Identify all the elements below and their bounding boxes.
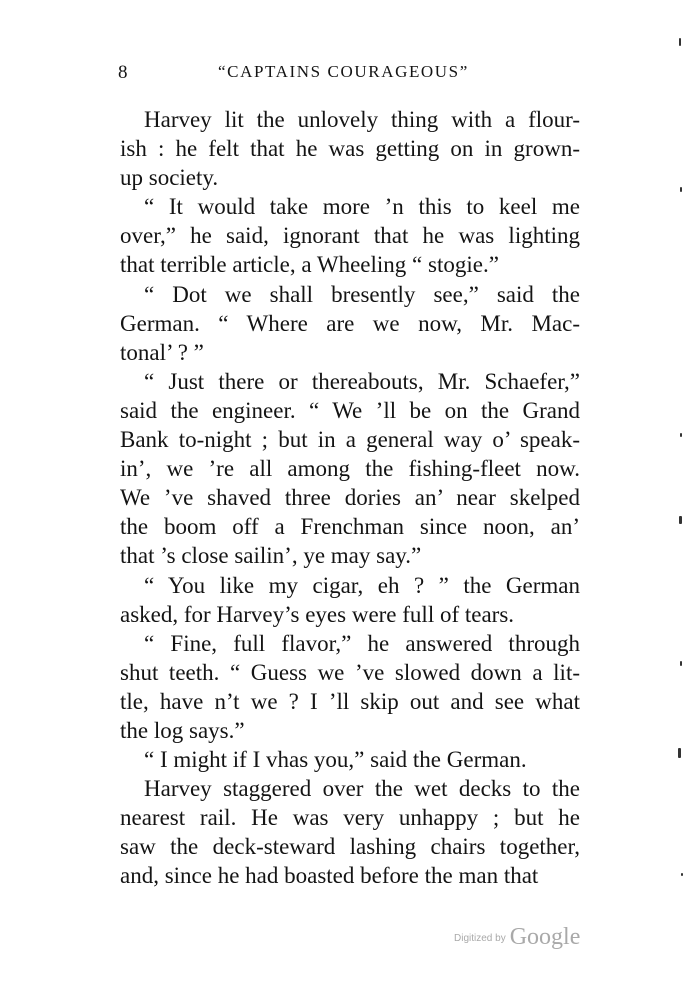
text-line: “ Dot we shall bresently see,” said the	[144, 281, 580, 307]
body-text	[120, 105, 580, 891]
text-line: asked, for Harvey’s eyes were full of tears.	[120, 601, 515, 627]
scan-speck	[679, 38, 681, 46]
digitized-watermark	[454, 924, 580, 951]
text-line: ish : he felt that he was getting on in grown-	[120, 136, 580, 162]
text-line: “ It would take more ’n this to keel me	[144, 194, 580, 220]
scan-speck	[679, 516, 682, 524]
text-line: Bank to-night ; but in a general way o’ speak-	[120, 427, 580, 453]
text-line: tonal’ ? ”	[120, 339, 204, 365]
watermark-brand: Google	[509, 924, 581, 950]
text-line: the boom off a Frenchman since noon, an’	[120, 514, 580, 540]
text-line: “ Fine, full flavor,” he answered through	[144, 630, 580, 656]
text-line: that ’s close sailin’, ye may say.”	[120, 543, 422, 569]
text-line: saw the deck-steward lashing chairs together,	[120, 834, 580, 860]
text-line: and, since he had boasted before the man that	[120, 863, 539, 889]
running-head: “CAPTAINS COURAGEOUS”	[218, 62, 469, 81]
text-line: shut teeth. “ Guess we ’ve slowed down a lit-	[120, 659, 580, 685]
page-number: 8	[118, 62, 128, 83]
scan-speck	[680, 661, 682, 666]
text-line: in’, we ’re all among the fishing-fleet now.	[120, 456, 580, 482]
watermark-prefix: Digitized by	[454, 933, 506, 944]
text-line: “ Just there or thereabouts, Mr. Schaefer,”	[144, 368, 580, 394]
text-line: Harvey staggered over the wet decks to the	[144, 776, 580, 802]
text-line: We ’ve shaved three dories an’ near skelped	[120, 485, 580, 511]
scan-speck	[681, 873, 683, 876]
text-line: nearest rail. He was very unhappy ; but he	[120, 805, 580, 831]
text-line: tle, have n’t we ? I ’ll skip out and see what	[120, 688, 580, 714]
text-line: over,” he said, ignorant that he was lighting	[120, 223, 580, 249]
text-line: “ You like my cigar, eh ? ” the German	[144, 572, 580, 598]
text-line: that terrible article, a Wheeling “ stogie.”	[120, 252, 499, 278]
text-line: the log says.”	[120, 717, 245, 743]
text-line: Harvey lit the unlovely thing with a flour-	[144, 107, 580, 132]
text-line: up society.	[120, 165, 219, 191]
text-line: German. “ Where are we now, Mr. Mac-	[120, 310, 580, 336]
text-line: “ I might if I vhas you,” said the German.	[144, 747, 527, 773]
scan-speck	[680, 433, 682, 437]
scan-speck	[678, 748, 681, 758]
text-line: said the engineer. “ We ’ll be on the Grand	[120, 397, 580, 423]
scan-speck	[680, 187, 682, 192]
